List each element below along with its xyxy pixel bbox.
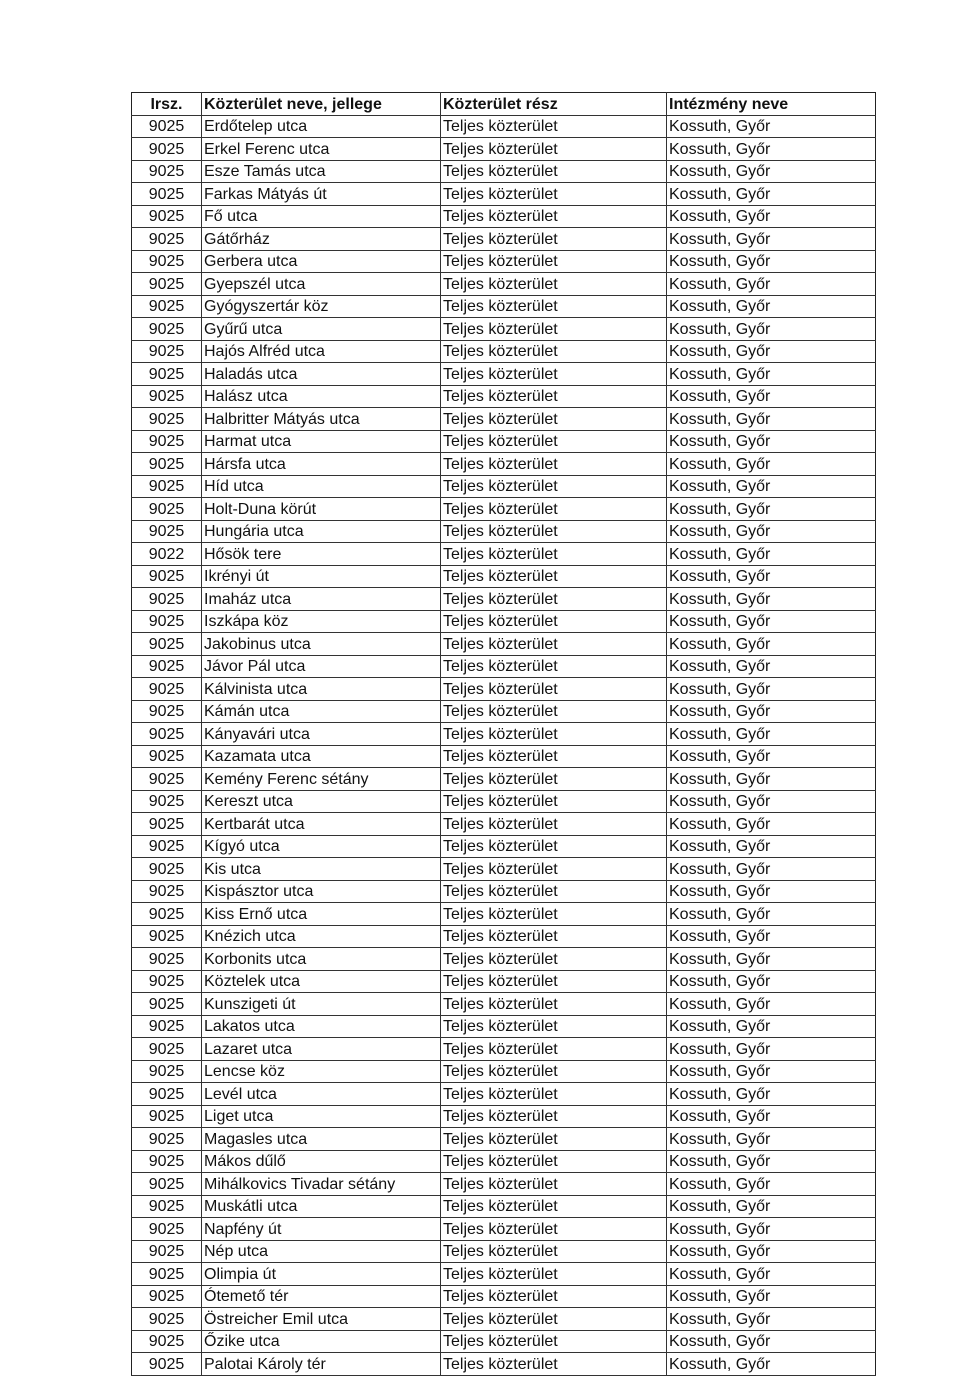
- postal-code-cell: 9025: [132, 858, 202, 881]
- institution-cell: Kossuth, Győr: [667, 453, 876, 476]
- postal-code-cell: 9025: [132, 1015, 202, 1038]
- table-row: [132, 340, 876, 363]
- table-row: [132, 1038, 876, 1061]
- street-part-cell: Teljes közterület: [441, 610, 667, 633]
- institution-cell: Kossuth, Győr: [667, 318, 876, 341]
- table-row: [132, 1150, 876, 1173]
- street-name-cell: Olimpia út: [202, 1263, 441, 1286]
- table-header-row: [132, 93, 876, 116]
- postal-code-cell: 9025: [132, 1240, 202, 1263]
- institution-cell: Kossuth, Győr: [667, 228, 876, 251]
- street-name-cell: Kígyó utca: [202, 835, 441, 858]
- street-name-cell: Kámán utca: [202, 700, 441, 723]
- institution-cell: Kossuth, Győr: [667, 1128, 876, 1151]
- institution-cell: Kossuth, Győr: [667, 340, 876, 363]
- institution-cell: Kossuth, Győr: [667, 925, 876, 948]
- street-part-cell: Teljes közterület: [441, 1128, 667, 1151]
- institution-cell: Kossuth, Győr: [667, 790, 876, 813]
- institution-cell: Kossuth, Győr: [667, 813, 876, 836]
- table-row: [132, 183, 876, 206]
- street-part-cell: Teljes közterület: [441, 1240, 667, 1263]
- street-part-cell: Teljes közterület: [441, 183, 667, 206]
- postal-code-cell: 9025: [132, 745, 202, 768]
- table-row: [132, 633, 876, 656]
- table-row: [132, 790, 876, 813]
- table-row: [132, 565, 876, 588]
- institution-cell: Kossuth, Győr: [667, 1083, 876, 1106]
- header-street-name: Közterület neve, jellege: [202, 93, 441, 116]
- street-part-cell: Teljes közterület: [441, 138, 667, 161]
- institution-cell: Kossuth, Győr: [667, 205, 876, 228]
- postal-code-cell: 9025: [132, 475, 202, 498]
- institution-cell: Kossuth, Győr: [667, 115, 876, 138]
- postal-code-cell: 9025: [132, 1060, 202, 1083]
- institution-cell: Kossuth, Győr: [667, 678, 876, 701]
- table-row: [132, 205, 876, 228]
- postal-code-cell: 9025: [132, 1173, 202, 1196]
- street-name-cell: Mihálkovics Tivadar sétány: [202, 1173, 441, 1196]
- street-name-cell: Palotai Károly tér: [202, 1353, 441, 1376]
- table-row: [132, 1060, 876, 1083]
- table-row: [132, 318, 876, 341]
- institution-cell: Kossuth, Győr: [667, 520, 876, 543]
- institution-cell: Kossuth, Győr: [667, 1150, 876, 1173]
- institution-cell: Kossuth, Győr: [667, 1105, 876, 1128]
- institution-cell: Kossuth, Győr: [667, 1195, 876, 1218]
- postal-code-cell: 9025: [132, 408, 202, 431]
- table-row: [132, 408, 876, 431]
- institution-cell: Kossuth, Győr: [667, 1263, 876, 1286]
- table-row: [132, 138, 876, 161]
- postal-code-cell: 9025: [132, 1263, 202, 1286]
- street-name-cell: Jakobinus utca: [202, 633, 441, 656]
- institution-cell: Kossuth, Győr: [667, 295, 876, 318]
- table-row: [132, 588, 876, 611]
- table-row: [132, 1263, 876, 1286]
- street-part-cell: Teljes közterület: [441, 475, 667, 498]
- street-name-cell: Gyűrű utca: [202, 318, 441, 341]
- street-name-cell: Erdőtelep utca: [202, 115, 441, 138]
- postal-code-cell: 9025: [132, 655, 202, 678]
- street-part-cell: Teljes közterület: [441, 160, 667, 183]
- institution-cell: Kossuth, Győr: [667, 273, 876, 296]
- street-part-cell: Teljes közterület: [441, 948, 667, 971]
- street-name-cell: Erkel Ferenc utca: [202, 138, 441, 161]
- street-part-cell: Teljes közterület: [441, 835, 667, 858]
- postal-code-cell: 9025: [132, 183, 202, 206]
- street-part-cell: Teljes közterület: [441, 700, 667, 723]
- postal-code-cell: 9025: [132, 318, 202, 341]
- street-part-cell: Teljes közterület: [441, 1353, 667, 1376]
- institution-cell: Kossuth, Győr: [667, 1285, 876, 1308]
- street-register-table: [131, 92, 876, 1376]
- postal-code-cell: 9025: [132, 340, 202, 363]
- street-part-cell: Teljes közterület: [441, 813, 667, 836]
- institution-cell: Kossuth, Győr: [667, 880, 876, 903]
- street-name-cell: Gerbera utca: [202, 250, 441, 273]
- street-part-cell: Teljes közterület: [441, 565, 667, 588]
- street-part-cell: Teljes közterület: [441, 1015, 667, 1038]
- postal-code-cell: 9025: [132, 948, 202, 971]
- table-row: [132, 520, 876, 543]
- table-row: [132, 1083, 876, 1106]
- postal-code-cell: 9025: [132, 138, 202, 161]
- street-name-cell: Harmat utca: [202, 430, 441, 453]
- institution-cell: Kossuth, Győr: [667, 745, 876, 768]
- street-part-cell: Teljes közterület: [441, 273, 667, 296]
- street-name-cell: Muskátli utca: [202, 1195, 441, 1218]
- postal-code-cell: 9022: [132, 543, 202, 566]
- table-row: [132, 1353, 876, 1376]
- street-part-cell: Teljes közterület: [441, 925, 667, 948]
- street-part-cell: Teljes közterület: [441, 993, 667, 1016]
- institution-cell: Kossuth, Győr: [667, 1308, 876, 1331]
- header-street-part: Közterület rész: [441, 93, 667, 116]
- postal-code-cell: 9025: [132, 250, 202, 273]
- table-row: [132, 903, 876, 926]
- street-name-cell: Gátőrház: [202, 228, 441, 251]
- street-part-cell: Teljes közterület: [441, 363, 667, 386]
- street-name-cell: Magasles utca: [202, 1128, 441, 1151]
- street-name-cell: Gyepszél utca: [202, 273, 441, 296]
- street-name-cell: Holt-Duna körút: [202, 498, 441, 521]
- table-row: [132, 723, 876, 746]
- street-part-cell: Teljes közterület: [441, 588, 667, 611]
- postal-code-cell: 9025: [132, 363, 202, 386]
- postal-code-cell: 9025: [132, 115, 202, 138]
- table-row: [132, 1308, 876, 1331]
- postal-code-cell: 9025: [132, 1353, 202, 1376]
- postal-code-cell: 9025: [132, 228, 202, 251]
- street-part-cell: Teljes közterület: [441, 1263, 667, 1286]
- institution-cell: Kossuth, Győr: [667, 1218, 876, 1241]
- street-part-cell: Teljes közterület: [441, 1218, 667, 1241]
- table-row: [132, 363, 876, 386]
- street-part-cell: Teljes közterület: [441, 723, 667, 746]
- street-name-cell: Liget utca: [202, 1105, 441, 1128]
- street-part-cell: Teljes közterület: [441, 295, 667, 318]
- street-part-cell: Teljes közterület: [441, 1060, 667, 1083]
- postal-code-cell: 9025: [132, 1150, 202, 1173]
- postal-code-cell: 9025: [132, 295, 202, 318]
- postal-code-cell: 9025: [132, 1218, 202, 1241]
- street-name-cell: Hársfa utca: [202, 453, 441, 476]
- street-part-cell: Teljes közterület: [441, 250, 667, 273]
- postal-code-cell: 9025: [132, 925, 202, 948]
- institution-cell: Kossuth, Győr: [667, 588, 876, 611]
- street-part-cell: Teljes közterület: [441, 655, 667, 678]
- street-part-cell: Teljes közterület: [441, 1105, 667, 1128]
- street-part-cell: Teljes közterület: [441, 633, 667, 656]
- table-row: [132, 453, 876, 476]
- street-name-cell: Kunszigeti út: [202, 993, 441, 1016]
- street-name-cell: Halász utca: [202, 385, 441, 408]
- postal-code-cell: 9025: [132, 723, 202, 746]
- table-row: [132, 610, 876, 633]
- street-name-cell: Haladás utca: [202, 363, 441, 386]
- institution-cell: Kossuth, Győr: [667, 138, 876, 161]
- postal-code-cell: 9025: [132, 160, 202, 183]
- institution-cell: Kossuth, Győr: [667, 768, 876, 791]
- table-row: [132, 993, 876, 1016]
- table-row: [132, 1330, 876, 1353]
- street-part-cell: Teljes közterület: [441, 408, 667, 431]
- table-row: [132, 948, 876, 971]
- street-name-cell: Levél utca: [202, 1083, 441, 1106]
- institution-cell: Kossuth, Győr: [667, 1240, 876, 1263]
- institution-cell: Kossuth, Győr: [667, 385, 876, 408]
- postal-code-cell: 9025: [132, 498, 202, 521]
- street-part-cell: Teljes közterület: [441, 498, 667, 521]
- postal-code-cell: 9025: [132, 385, 202, 408]
- postal-code-cell: 9025: [132, 1083, 202, 1106]
- street-part-cell: Teljes közterület: [441, 903, 667, 926]
- institution-cell: Kossuth, Győr: [667, 408, 876, 431]
- postal-code-cell: 9025: [132, 610, 202, 633]
- street-name-cell: Kiss Ernő utca: [202, 903, 441, 926]
- street-name-cell: Jávor Pál utca: [202, 655, 441, 678]
- street-part-cell: Teljes közterület: [441, 205, 667, 228]
- postal-code-cell: 9025: [132, 520, 202, 543]
- street-part-cell: Teljes közterület: [441, 790, 667, 813]
- institution-cell: Kossuth, Győr: [667, 475, 876, 498]
- postal-code-cell: 9025: [132, 205, 202, 228]
- table-row: [132, 1128, 876, 1151]
- institution-cell: Kossuth, Győr: [667, 543, 876, 566]
- street-part-cell: Teljes közterület: [441, 678, 667, 701]
- postal-code-cell: 9025: [132, 633, 202, 656]
- institution-cell: Kossuth, Győr: [667, 1330, 876, 1353]
- table-row: [132, 1105, 876, 1128]
- street-part-cell: Teljes közterület: [441, 543, 667, 566]
- postal-code-cell: 9025: [132, 430, 202, 453]
- street-part-cell: Teljes közterület: [441, 768, 667, 791]
- street-name-cell: Köztelek utca: [202, 970, 441, 993]
- postal-code-cell: 9025: [132, 588, 202, 611]
- street-part-cell: Teljes közterület: [441, 858, 667, 881]
- street-part-cell: Teljes közterület: [441, 1330, 667, 1353]
- table-row: [132, 1218, 876, 1241]
- street-name-cell: Lakatos utca: [202, 1015, 441, 1038]
- street-part-cell: Teljes közterület: [441, 385, 667, 408]
- table-row: [132, 273, 876, 296]
- institution-cell: Kossuth, Győr: [667, 993, 876, 1016]
- table-row: [132, 543, 876, 566]
- postal-code-cell: 9025: [132, 1195, 202, 1218]
- street-name-cell: Halbritter Mátyás utca: [202, 408, 441, 431]
- table-row: [132, 835, 876, 858]
- postal-code-cell: 9025: [132, 835, 202, 858]
- postal-code-cell: 9025: [132, 1308, 202, 1331]
- table-row: [132, 1285, 876, 1308]
- table-row: [132, 745, 876, 768]
- street-name-cell: Fő utca: [202, 205, 441, 228]
- table-row: [132, 250, 876, 273]
- street-part-cell: Teljes közterület: [441, 340, 667, 363]
- postal-code-cell: 9025: [132, 273, 202, 296]
- street-name-cell: Knézich utca: [202, 925, 441, 948]
- street-name-cell: Kertbarát utca: [202, 813, 441, 836]
- postal-code-cell: 9025: [132, 1330, 202, 1353]
- table-row: [132, 655, 876, 678]
- street-name-cell: Napfény út: [202, 1218, 441, 1241]
- table-row: [132, 970, 876, 993]
- table-row: [132, 295, 876, 318]
- street-name-cell: Imaház utca: [202, 588, 441, 611]
- street-part-cell: Teljes közterület: [441, 1150, 667, 1173]
- postal-code-cell: 9025: [132, 903, 202, 926]
- institution-cell: Kossuth, Győr: [667, 970, 876, 993]
- postal-code-cell: 9025: [132, 678, 202, 701]
- postal-code-cell: 9025: [132, 1285, 202, 1308]
- institution-cell: Kossuth, Győr: [667, 250, 876, 273]
- street-name-cell: Kereszt utca: [202, 790, 441, 813]
- postal-code-cell: 9025: [132, 1128, 202, 1151]
- table-row: [132, 768, 876, 791]
- street-name-cell: Farkas Mátyás út: [202, 183, 441, 206]
- header-postal-code: Irsz.: [132, 93, 202, 116]
- institution-cell: Kossuth, Győr: [667, 430, 876, 453]
- table-row: [132, 1195, 876, 1218]
- institution-cell: Kossuth, Győr: [667, 610, 876, 633]
- header-institution: Intézmény neve: [667, 93, 876, 116]
- institution-cell: Kossuth, Győr: [667, 858, 876, 881]
- table-row: [132, 160, 876, 183]
- street-part-cell: Teljes közterület: [441, 1308, 667, 1331]
- street-name-cell: Híd utca: [202, 475, 441, 498]
- street-name-cell: Kispásztor utca: [202, 880, 441, 903]
- table-row: [132, 115, 876, 138]
- table-row: [132, 880, 876, 903]
- table-row: [132, 858, 876, 881]
- institution-cell: Kossuth, Győr: [667, 700, 876, 723]
- table-row: [132, 430, 876, 453]
- street-name-cell: Korbonits utca: [202, 948, 441, 971]
- street-part-cell: Teljes közterület: [441, 115, 667, 138]
- institution-cell: Kossuth, Győr: [667, 363, 876, 386]
- institution-cell: Kossuth, Győr: [667, 1015, 876, 1038]
- institution-cell: Kossuth, Győr: [667, 1353, 876, 1376]
- street-name-cell: Mákos dűlő: [202, 1150, 441, 1173]
- street-name-cell: Lencse köz: [202, 1060, 441, 1083]
- table-row: [132, 678, 876, 701]
- street-name-cell: Ótemető tér: [202, 1285, 441, 1308]
- postal-code-cell: 9025: [132, 768, 202, 791]
- institution-cell: Kossuth, Győr: [667, 633, 876, 656]
- table-row: [132, 925, 876, 948]
- table-row: [132, 228, 876, 251]
- street-name-cell: Kazamata utca: [202, 745, 441, 768]
- table-row: [132, 700, 876, 723]
- street-name-cell: Iszkápa köz: [202, 610, 441, 633]
- institution-cell: Kossuth, Győr: [667, 1173, 876, 1196]
- street-name-cell: Kemény Ferenc sétány: [202, 768, 441, 791]
- table-row: [132, 1173, 876, 1196]
- street-part-cell: Teljes közterület: [441, 1083, 667, 1106]
- institution-cell: Kossuth, Győr: [667, 655, 876, 678]
- postal-code-cell: 9025: [132, 565, 202, 588]
- institution-cell: Kossuth, Győr: [667, 1060, 876, 1083]
- postal-code-cell: 9025: [132, 993, 202, 1016]
- institution-cell: Kossuth, Győr: [667, 160, 876, 183]
- table-body: [132, 115, 876, 1375]
- table-row: [132, 1015, 876, 1038]
- street-name-cell: Kis utca: [202, 858, 441, 881]
- postal-code-cell: 9025: [132, 453, 202, 476]
- institution-cell: Kossuth, Győr: [667, 723, 876, 746]
- institution-cell: Kossuth, Győr: [667, 1038, 876, 1061]
- postal-code-cell: 9025: [132, 880, 202, 903]
- street-part-cell: Teljes közterület: [441, 453, 667, 476]
- street-part-cell: Teljes közterület: [441, 228, 667, 251]
- institution-cell: Kossuth, Győr: [667, 498, 876, 521]
- street-name-cell: Östreicher Emil utca: [202, 1308, 441, 1331]
- street-name-cell: Nép utca: [202, 1240, 441, 1263]
- institution-cell: Kossuth, Győr: [667, 903, 876, 926]
- table-row: [132, 1240, 876, 1263]
- street-part-cell: Teljes közterület: [441, 880, 667, 903]
- street-name-cell: Esze Tamás utca: [202, 160, 441, 183]
- street-name-cell: Hősök tere: [202, 543, 441, 566]
- street-part-cell: Teljes közterület: [441, 1285, 667, 1308]
- institution-cell: Kossuth, Győr: [667, 835, 876, 858]
- table-row: [132, 498, 876, 521]
- institution-cell: Kossuth, Győr: [667, 565, 876, 588]
- table-row: [132, 475, 876, 498]
- street-part-cell: Teljes közterület: [441, 1195, 667, 1218]
- street-name-cell: Ikrényi út: [202, 565, 441, 588]
- street-name-cell: Kálvinista utca: [202, 678, 441, 701]
- street-part-cell: Teljes közterület: [441, 1038, 667, 1061]
- postal-code-cell: 9025: [132, 970, 202, 993]
- institution-cell: Kossuth, Győr: [667, 948, 876, 971]
- postal-code-cell: 9025: [132, 1038, 202, 1061]
- street-name-cell: Kányavári utca: [202, 723, 441, 746]
- street-part-cell: Teljes közterület: [441, 1173, 667, 1196]
- street-part-cell: Teljes közterület: [441, 430, 667, 453]
- postal-code-cell: 9025: [132, 700, 202, 723]
- street-part-cell: Teljes közterület: [441, 318, 667, 341]
- table-row: [132, 385, 876, 408]
- table-row: [132, 813, 876, 836]
- street-name-cell: Őzike utca: [202, 1330, 441, 1353]
- street-part-cell: Teljes közterület: [441, 970, 667, 993]
- postal-code-cell: 9025: [132, 813, 202, 836]
- street-name-cell: Hungária utca: [202, 520, 441, 543]
- street-part-cell: Teljes közterület: [441, 745, 667, 768]
- street-name-cell: Lazaret utca: [202, 1038, 441, 1061]
- postal-code-cell: 9025: [132, 1105, 202, 1128]
- street-name-cell: Hajós Alfréd utca: [202, 340, 441, 363]
- street-part-cell: Teljes közterület: [441, 520, 667, 543]
- institution-cell: Kossuth, Győr: [667, 183, 876, 206]
- street-name-cell: Gyógyszertár köz: [202, 295, 441, 318]
- postal-code-cell: 9025: [132, 790, 202, 813]
